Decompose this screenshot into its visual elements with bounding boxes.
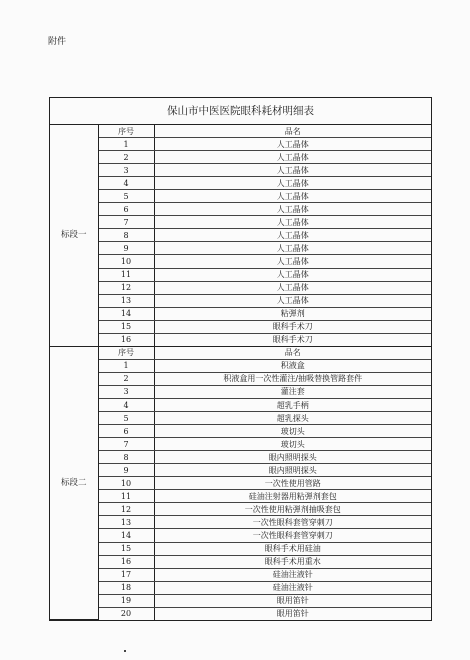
row-number: 14	[98, 307, 154, 320]
column-header-no: 序号	[98, 346, 154, 359]
row-number: 4	[98, 398, 154, 411]
product-name: 眼科手术用重水	[154, 555, 431, 568]
row-number: 14	[98, 529, 154, 542]
table-row	[50, 542, 431, 555]
row-number: 12	[98, 281, 154, 294]
table-row	[50, 607, 431, 620]
product-name: 硅油注液针	[154, 581, 431, 594]
product-name: 人工晶体	[154, 216, 431, 229]
product-name: 人工晶体	[154, 268, 431, 281]
table-row	[50, 190, 431, 203]
product-name: 积液盒	[154, 359, 431, 372]
detail-table	[50, 125, 431, 620]
table-row	[50, 398, 431, 411]
product-name: 眼用笛针	[276, 609, 309, 619]
row-number: 11	[98, 268, 154, 281]
row-number: 13	[98, 516, 154, 529]
row-number: 11	[98, 490, 154, 503]
table-row	[50, 242, 431, 255]
row-number: 17	[98, 568, 154, 581]
product-name: 一次性使用粘弹剂抽吸套包	[154, 503, 431, 516]
product-name: 人工晶体	[154, 138, 431, 151]
table-row	[50, 359, 431, 372]
table-row	[50, 464, 431, 477]
product-name: 一次性眼科套管穿刺刀	[154, 529, 431, 542]
product-name: 人工晶体	[154, 151, 431, 164]
table-row	[50, 307, 431, 320]
row-number: 8	[98, 451, 154, 464]
section-header-row	[50, 125, 431, 138]
row-number: 2	[98, 151, 154, 164]
row-number: 5	[98, 412, 154, 425]
row-number: 6	[98, 425, 154, 438]
table-row	[50, 255, 431, 268]
table-row	[50, 438, 431, 451]
table-row	[50, 385, 431, 398]
table-row	[50, 164, 431, 177]
scan-speck	[124, 650, 126, 652]
product-name: 玻切头	[154, 425, 431, 438]
row-number: 13	[98, 294, 154, 307]
product-name: 人工晶体	[154, 242, 431, 255]
table-row	[50, 451, 431, 464]
product-name: 人工晶体	[154, 255, 431, 268]
table-row	[50, 138, 431, 151]
row-number: 5	[98, 190, 154, 203]
table-row	[50, 503, 431, 516]
product-name: 硅油注液针	[154, 568, 431, 581]
table-row	[50, 425, 431, 438]
product-name: 粘弹剂	[154, 307, 431, 320]
table-row	[50, 490, 431, 503]
column-header-name: 品名	[154, 346, 431, 359]
segment-label: 标段二	[50, 346, 98, 619]
row-number: 2	[98, 372, 154, 385]
row-number: 7	[98, 216, 154, 229]
table-row	[50, 594, 431, 607]
product-name: 人工晶体	[154, 164, 431, 177]
row-number: 1	[98, 138, 154, 151]
table-row	[50, 294, 431, 307]
product-name: 眼科手术刀	[154, 333, 431, 346]
product-name: 超乳探头	[154, 412, 431, 425]
table-row	[50, 372, 431, 385]
product-name: 人工晶体	[154, 294, 431, 307]
product-name: 积液盒用一次性灌注/抽吸替换管路套件	[154, 372, 431, 385]
row-number: 15	[98, 542, 154, 555]
attachment-label: 附件	[48, 37, 67, 47]
column-header-no: 序号	[98, 125, 154, 138]
product-name: 人工晶体	[154, 177, 431, 190]
segment-label: 标段一	[50, 125, 98, 346]
row-number: 12	[98, 503, 154, 516]
row-number: 8	[98, 229, 154, 242]
product-name: 一次性眼科套管穿刺刀	[154, 516, 431, 529]
product-name: 眼科手术用硅油	[154, 542, 431, 555]
product-name: 眼科手术刀	[154, 320, 431, 333]
row-number: 10	[98, 255, 154, 268]
product-name: 灌注套	[154, 385, 431, 398]
table-row	[50, 581, 431, 594]
row-number: 10	[98, 477, 154, 490]
row-number: 20	[98, 607, 154, 620]
table-row	[50, 333, 431, 346]
product-name: 人工晶体	[154, 190, 431, 203]
table-row	[50, 555, 431, 568]
table-row	[50, 516, 431, 529]
product-name: 一次性使用管路	[154, 477, 431, 490]
table-row	[50, 412, 431, 425]
row-number: 16	[98, 333, 154, 346]
row-number: 1	[98, 359, 154, 372]
table-row	[50, 320, 431, 333]
row-number: 9	[98, 464, 154, 477]
table-row	[50, 281, 431, 294]
column-header-name: 品名	[154, 125, 431, 138]
product-name: 玻切头	[154, 438, 431, 451]
table-row	[50, 177, 431, 190]
row-number: 3	[98, 164, 154, 177]
row-number: 19	[98, 594, 154, 607]
table-row	[50, 216, 431, 229]
table-row	[50, 568, 431, 581]
product-name: 人工晶体	[154, 281, 431, 294]
consumables-table	[49, 97, 432, 621]
table-row	[50, 229, 431, 242]
table-row	[50, 268, 431, 281]
product-name: 眼内照明探头	[154, 451, 431, 464]
product-name: 眼内照明探头	[154, 464, 431, 477]
product-name: 硅油注射器用粘弹剂套包	[154, 490, 431, 503]
table-row	[50, 203, 431, 216]
table-row	[50, 151, 431, 164]
row-number: 4	[98, 177, 154, 190]
row-number: 7	[98, 438, 154, 451]
product-name: 人工晶体	[154, 203, 431, 216]
row-number: 15	[98, 320, 154, 333]
row-number: 6	[98, 203, 154, 216]
table-row	[50, 529, 431, 542]
row-number: 3	[98, 385, 154, 398]
product-name: 超乳手柄	[154, 398, 431, 411]
row-number: 18	[98, 581, 154, 594]
table-title: 保山市中医医院眼科耗材明细表	[50, 98, 431, 125]
row-number: 16	[98, 555, 154, 568]
section-header-row	[50, 346, 431, 359]
table-row	[50, 477, 431, 490]
row-number: 9	[98, 242, 154, 255]
product-name: 人工晶体	[154, 229, 431, 242]
product-name: 眼用笛针	[154, 594, 431, 607]
